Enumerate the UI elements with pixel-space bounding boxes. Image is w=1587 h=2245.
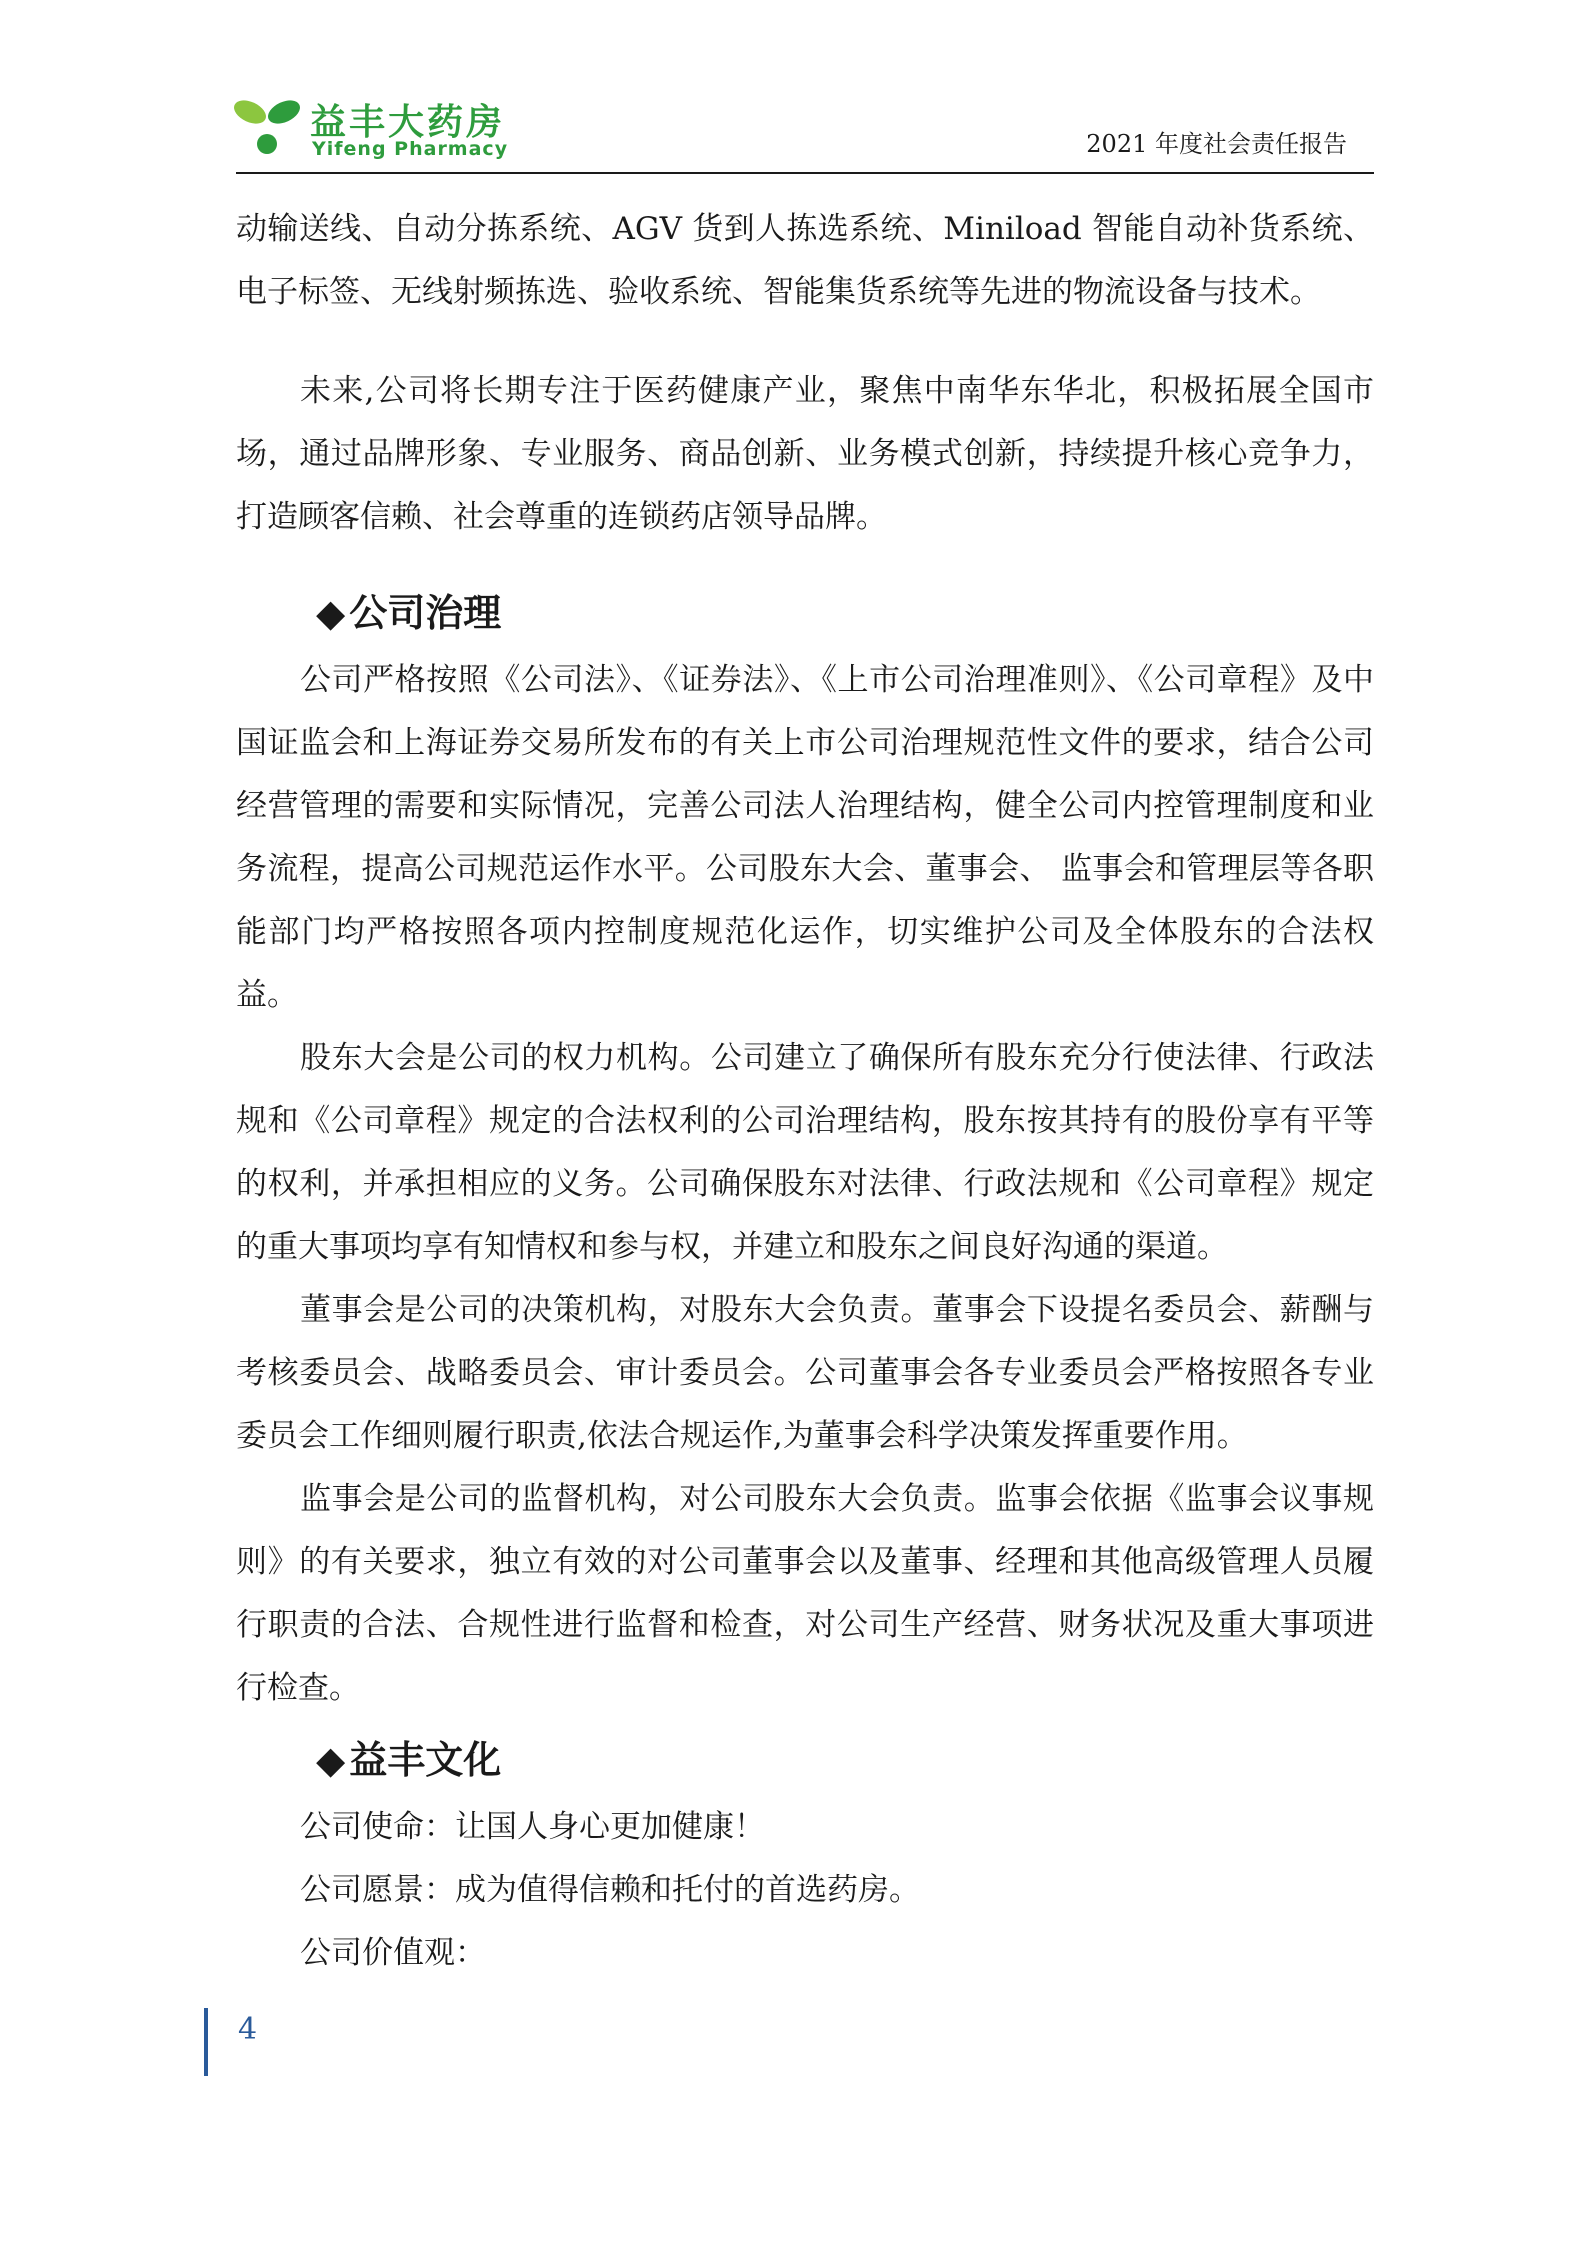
governance-paragraph: 监事会是公司的监督机构，对公司股东大会负责。监事会依据《监事会议事规则》的有关要求，独立有效的对公司董事会以及董事、经理和其他高级管理人员履行职责的合法、合规性进行监督和检查，对公司生产经营、财务状况及重大事项进行检查。 <box>236 1481 1374 1706</box>
page-number: 4 <box>238 2012 258 2047</box>
company-logo <box>232 92 532 162</box>
footer-accent-bar <box>204 2008 208 2076</box>
page-body <box>236 198 1374 1985</box>
report-title: 2021 年度社会责任报告 <box>1086 130 1347 158</box>
section-heading-text: 公司治理 <box>349 591 502 635</box>
governance-paragraph: 公司严格按照《公司法》、《证券法》、《上市公司治理准则》、《公司章程》及中国证监会和上海证券交易所发布的有关上市公司治理规范性文件的要求，结合公司经营管理的需要和实际情况，完善公司法人治理结构，健全公司内控管理制度和业务流程，提高公司规范运作水平。公司股东大会、董事会、 监事会和管理层等各职能部门均严格按照各项内控制度规范化运作，切实维护公司及全体股东的合法权益。 <box>236 662 1374 1013</box>
diamond-bullet-icon: ◆ <box>316 1738 346 1782</box>
governance-paragraph: 董事会是公司的决策机构，对股东大会负责。董事会下设提名委员会、薪酬与考核委员会、战略委员会、审计委员会。公司董事会各专业委员会严格按照各专业委员会工作细则履行职责,依法合规运作,为董事会科学决策发挥重要作用。 <box>236 1292 1374 1454</box>
culture-values: 公司价值观： <box>300 1935 486 1971</box>
governance-paragraph: 股东大会是公司的权力机构。公司建立了确保所有股东充分行使法律、行政法规和《公司章程》规定的合法权利的公司治理结构，股东按其持有的股份享有平等的权利，并承担相应的义务。公司确保股东对法律、行政法规和《公司章程》规定的重大事项均享有知情权和参与权，并建立和股东之间良好沟通的渠道。 <box>236 1040 1374 1265</box>
diamond-bullet-icon: ◆ <box>316 591 346 635</box>
intro-paragraph-continued: 动输送线、自动分拣系统、AGV 货到人拣选系统、Miniload 智能自动补货系统、电子标签、无线射频拣选、验收系统、智能集货系统等先进的物流设备与技术。 <box>236 211 1374 310</box>
culture-vision: 公司愿景：成为值得信赖和托付的首选药房。 <box>300 1872 920 1908</box>
paragraph-spacer <box>236 324 1374 360</box>
section-heading-text: 益丰文化 <box>349 1738 502 1782</box>
logo-english-name: Yifeng Pharmacy <box>312 138 509 160</box>
leaf-logo-icon <box>232 92 304 162</box>
culture-mission: 公司使命：让国人身心更加健康！ <box>300 1809 765 1845</box>
section-heading-governance <box>236 577 1374 649</box>
logo-chinese-name: 益丰大药房 <box>310 102 506 143</box>
page-header <box>0 0 1587 180</box>
intro-paragraph-future: 未来,公司将长期专注于医药健康产业，聚焦中南华东华北，积极拓展全国市场，通过品牌形象、专业服务、商品创新、业务模式创新，持续提升核心竞争力，打造顾客信赖、社会尊重的连锁药店领导品牌。 <box>236 373 1374 535</box>
section-heading-culture <box>236 1724 1374 1796</box>
header-divider <box>236 172 1374 174</box>
